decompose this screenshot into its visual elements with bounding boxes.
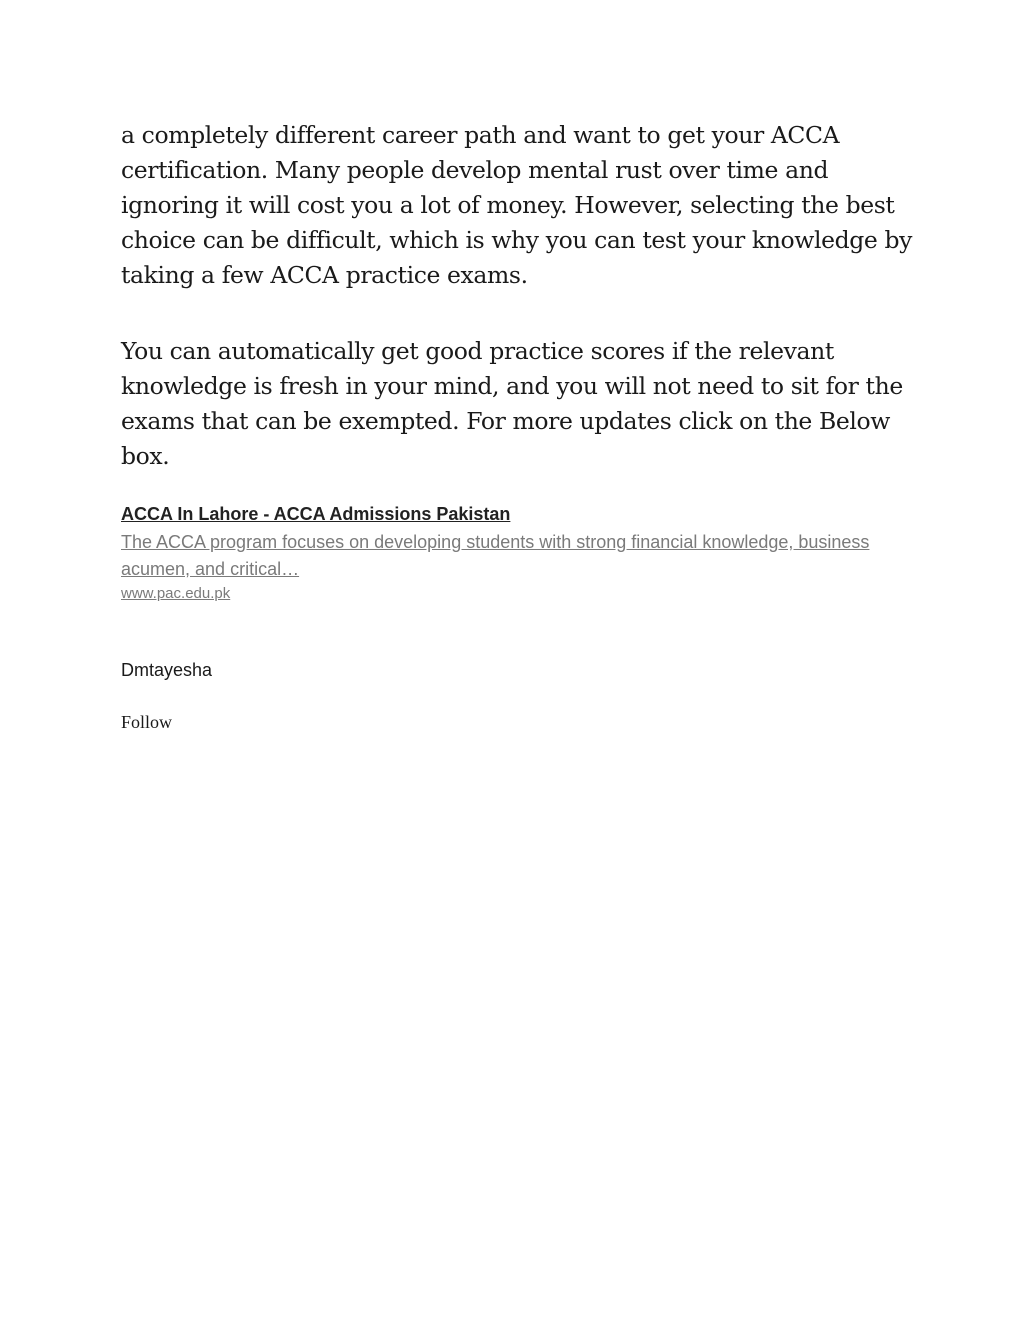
link-card-url[interactable]: www.pac.edu.pk: [121, 585, 231, 602]
article-paragraph: You can automatically get good practice scores if the relevant knowledge is fresh in your mind, and you will not need to sit for the exams that can be exempted. For more updates click on the Below box.: [121, 337, 903, 470]
follow-button[interactable]: Follow: [121, 712, 173, 732]
author-name: Dmtayesha: [121, 660, 213, 680]
link-card-description[interactable]: The ACCA program focuses on developing students with strong financial knowledge, business acumen, and critical…: [121, 532, 870, 579]
article-paragraph: a completely different career path and want to get your ACCA certification. Many people develop mental rust over time and ignoring it will cost you a lot of money. However, selecting the best choice can be difficult, which is why you can test your knowledge by taking a few ACCA practice exams.: [121, 121, 912, 289]
link-card-title[interactable]: ACCA In Lahore - ACCA Admissions Pakistan: [121, 504, 511, 524]
link-preview-card[interactable]: [121, 502, 911, 604]
